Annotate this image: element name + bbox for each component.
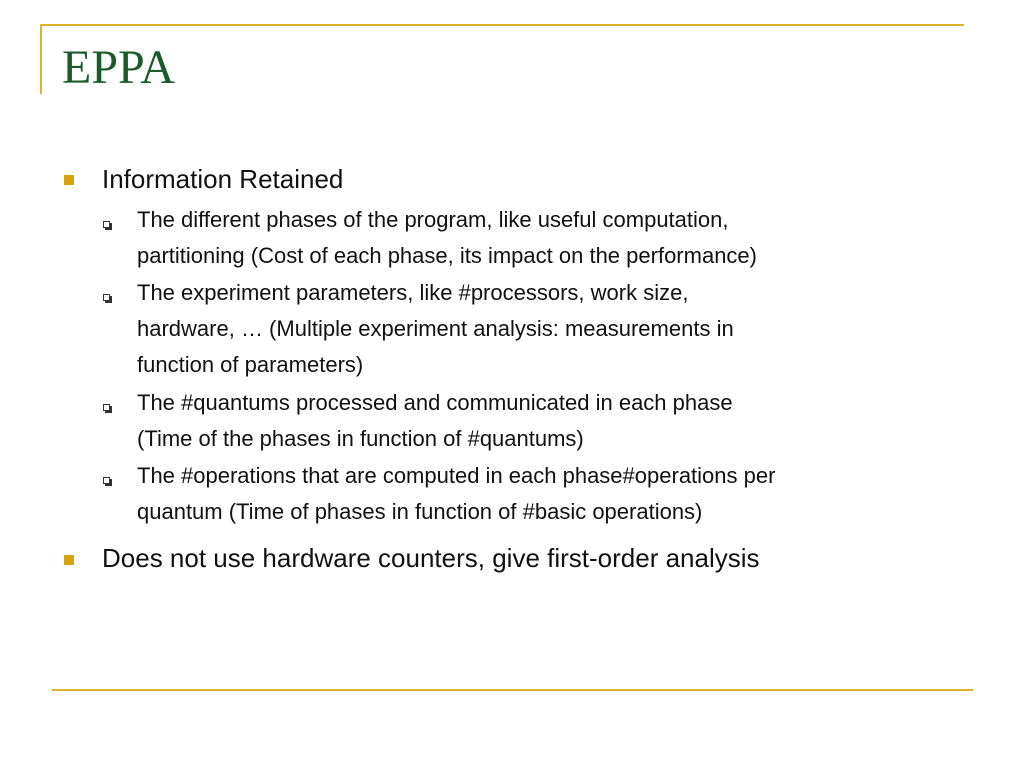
left-rule — [40, 24, 42, 94]
sub-bullet-line: partitioning (Cost of each phase, its impact on the performance) — [137, 243, 757, 268]
bullet-information-retained: Information Retained — [102, 164, 344, 194]
hollow-square-bullet-icon — [103, 294, 110, 301]
bullet-hardware-counters: Does not use hardware counters, give first-order analysis — [102, 543, 760, 573]
sub-bullet-line: The #quantums processed and communicated in each phase — [137, 390, 733, 415]
sub-bullet-line: The #operations that are computed in each phase#operations per — [137, 463, 776, 488]
sub-bullet-quantums — [137, 385, 967, 457]
sub-bullet-line: function of parameters) — [137, 352, 364, 377]
sub-bullet-operations — [137, 458, 967, 530]
bottom-rule — [52, 689, 973, 691]
top-rule — [40, 24, 964, 26]
sub-bullet-line: The experiment parameters, like #processors, work size, — [137, 280, 689, 305]
sub-bullet-experiment-parameters — [137, 275, 967, 383]
slide-title: EPPA — [62, 41, 175, 94]
square-bullet-icon — [64, 555, 74, 565]
sub-bullet-line: quantum (Time of phases in function of #basic operations) — [137, 499, 703, 524]
sub-bullet-phases — [137, 202, 967, 274]
hollow-square-bullet-icon — [103, 477, 110, 484]
hollow-square-bullet-icon — [103, 404, 110, 411]
sub-bullet-line: hardware, … (Multiple experiment analysis: measurements in — [137, 316, 734, 341]
sub-bullet-line: The different phases of the program, like useful computation, — [137, 207, 729, 232]
hollow-square-bullet-icon — [103, 221, 110, 228]
square-bullet-icon — [64, 175, 74, 185]
sub-bullet-line: (Time of the phases in function of #quantums) — [137, 426, 584, 451]
